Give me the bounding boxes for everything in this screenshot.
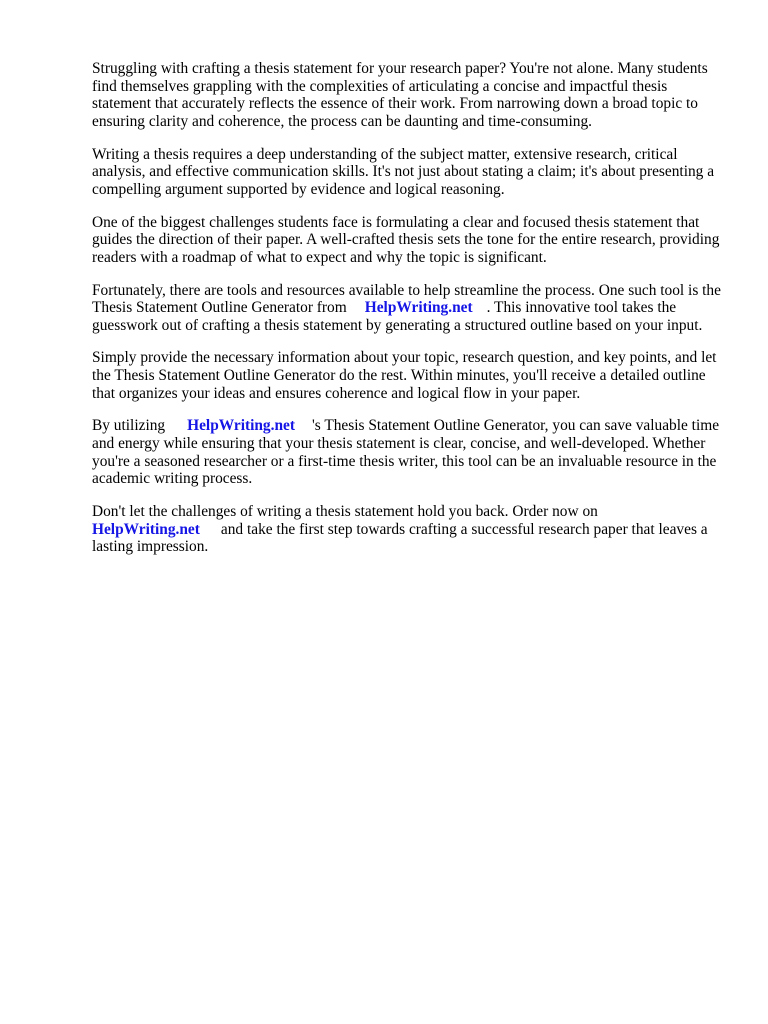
paragraph-instructions: Simply provide the necessary information about your topic, research question, and key points, and let the Thesis Statement Outline Generator do the rest. Within minutes, you'll receive a detailed outline that organizes your ideas and ensures coherence and logical flow in your paper.: [92, 349, 717, 402]
helpwriting-link[interactable]: HelpWriting.net: [364, 299, 473, 317]
paragraph-cta-text-after: and take the first step towards crafting a successful research paper that leaves a lasting impression.: [92, 520, 708, 556]
paragraph-writing-thesis: Writing a thesis requires a deep understanding of the subject matter, extensive research, critical analysis, and effective communication skills. It's not just about stating a claim; it's about presenting a compelling argument supported by evidence and logical reasoning.: [92, 145, 715, 198]
helpwriting-link[interactable]: HelpWriting.net: [92, 520, 200, 538]
paragraph-tools: [92, 282, 724, 335]
paragraph-intro: Struggling with crafting a thesis statement for your research paper? You're not alone. Many students find themselves grappling with the complexities of articulating a concise and impactful thesis statement that accurately reflects the essence of their work. From narrowing down a broad topic to ensuring clarity and coherence, the process can be daunting and time-consuming.: [92, 60, 708, 130]
paragraph-tools-text-before: Fortunately, there are tools and resources available to help streamline the process. One such tool is the Thesis Statement Outline Generator from: [92, 281, 721, 317]
paragraph-tools-text-after: . This innovative tool takes the guesswork out of crafting a thesis statement by generating a structured outline based on your input.: [92, 299, 703, 334]
paragraph-cta-text-before: Don't let the challenges of writing a thesis statement hold you back. Order now on: [92, 503, 598, 520]
paragraph-utilizing-text-after: 's Thesis Statement Outline Generator, you can save valuable time and energy while ensuring that your thesis statement is clear, concise, and well-developed. Whether you're a seasoned researcher or a first-time thesis writer, this tool can be an invaluable resource in the academic writing process.: [92, 417, 720, 488]
document-body: [92, 60, 724, 571]
paragraph-call-to-action: [92, 503, 724, 556]
paragraph-utilizing-text-before: By utilizing: [92, 417, 166, 435]
helpwriting-link[interactable]: HelpWriting.net: [187, 417, 295, 435]
paragraph-challenges: One of the biggest challenges students face is formulating a clear and focused thesis statement that guides the direction of their paper. A well-crafted thesis sets the tone for the entire research, providing readers with a roadmap of what to expect and why the topic is significant.: [92, 213, 720, 266]
paragraph-utilizing: [92, 417, 724, 487]
